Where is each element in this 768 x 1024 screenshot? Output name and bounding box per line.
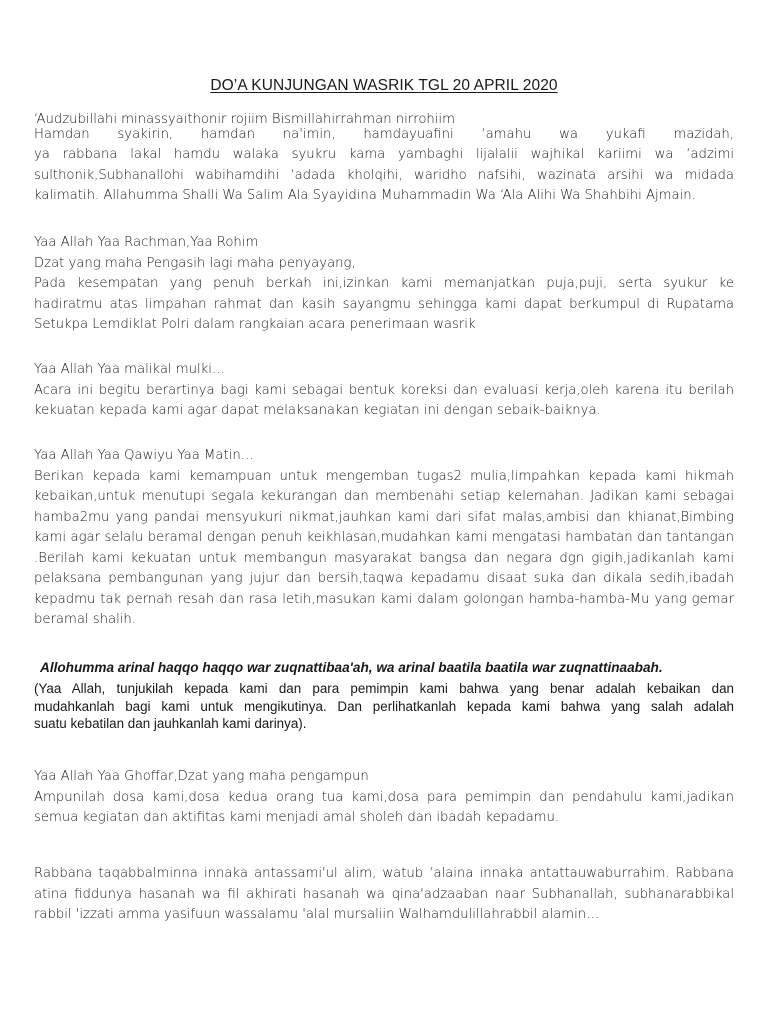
document-title: DO’A KUNJUNGAN WASRIK TGL 20 APRIL 2020 (210, 77, 558, 94)
text-line: (Yaa Allah, tunjukilah kepada kami dan para pemimpin kami bahwa yang benar adalah kebaikan dan (34, 681, 734, 696)
text-line: kepadmu tak pernah resah dan rasa letih,masukan kami dalam golongan hamba-hamba-Mu yang gemar (34, 591, 734, 607)
text-line: kami agar selalu beramal dengan penuh keikhlasan,mudahkan kami mengatasi hambatan dan tantangan (34, 530, 734, 545)
text-line: hamba2mu yang pandai mensyukuri nikmat,jauhkan kami dari sifat malas,ambisi dan khianat,Bimbing (34, 509, 734, 525)
text-line: Hamdan syakirin, hamdan na'imin, hamdayuafini ‘amahu wa yukafi mazidah, (34, 126, 734, 142)
text-line: atina fiddunya hasanah wa fil akhirati hasanah wa qina'adzaaban naar Subhanallah, subhanarabbikal (34, 886, 734, 902)
text-line: Acara ini begitu berartinya bagi kami sebagai bentuk koreksi dan evaluasi kerja,oleh karena itu berilah (34, 382, 734, 398)
text-line: Yaa Allah Yaa Rachman,Yaa Rohim (34, 235, 259, 250)
text-line: Ampunilah dosa kami,dosa kedua orang tua kami,dosa para pemimpin dan pendahulu kami,jadikan (34, 789, 734, 805)
text-line: pelaksana pembangunan yang jujur dan bersih,taqwa kepadamu disaat suka dan dikala sedih,ibadah (34, 571, 734, 586)
text-line: ya rabbana lakal hamdu walaka syukru kama yambaghi lijalalii wajhikal kariimi wa ‘adzimi (34, 147, 734, 162)
qawiyu-paragraph (34, 446, 734, 631)
text-line: rabbil 'izzati amma yasifuun wassalamu 'alal mursaliin Walhamdulillahrabbil alamin… (34, 907, 600, 922)
malikal-mulki-paragraph (34, 360, 734, 422)
prayer-translation (34, 680, 734, 733)
arabic-prayer-heading: Allohumma arinal haqqo haqqo war zuqnattibaa'ah, wa arinal baatila baatila war zuqnattinaabah. (40, 660, 663, 675)
text-line: Dzat yang maha Pengasih lagi maha penyayang, (34, 255, 356, 271)
rahman-paragraph (34, 233, 734, 336)
text-line: Setukpa Lemdiklat Polri dalam rangkaian acara penerimaan wasrik (34, 317, 476, 332)
text-line: kekuatan kepada kami agar dapat melaksanakan kegiatan ini dengan sebaik-baiknya. (34, 403, 601, 418)
text-line: kebaikan,untuk menutupi segala kekurangan dan membenahi setiap kelemahan. Jadikan kami sebagai (34, 489, 734, 504)
text-line: ‘Audzubillahi minassyaithonir rojiim Bismillahirrahman nirrohiim (34, 112, 455, 127)
text-line: Yaa Allah Yaa malikal mulki… (34, 362, 226, 377)
text-line: Pada kesempatan yang penuh berkah ini,izinkan kami memanjatkan puja,puji, serta syukur ke (34, 276, 734, 291)
ghoffar-paragraph (34, 767, 734, 829)
text-line: Berikan kepada kami kemampuan untuk mengemban tugas2 mulia,limpahkan kepada kami hikmah (34, 468, 734, 484)
text-line: beramal shalih. (34, 612, 136, 627)
text-line: Yaa Allah Yaa Qawiyu Yaa Matin… (34, 448, 254, 463)
text-line: sulthonik,Subhanallohi wabihamdihi ‘adada kholqihi, waridho nafsihi, wazinata arsihi wa midada (34, 167, 734, 183)
closing-paragraph (34, 864, 734, 926)
text-line: suatu kebatilan dan jauhkanlah kami darinya). (34, 716, 307, 731)
text-line: semua kegiatan dan aktifitas kami menjadi amal sholeh dan ibadah kepadamu. (34, 810, 560, 825)
opening-paragraph (34, 110, 734, 207)
text-line: Yaa Allah Yaa Ghoffar,Dzat yang maha pengampun (34, 769, 369, 784)
text-line: kalimatih. Allahumma Shalli Wa Salim Ala Syayidina Muhammadin Wa ‘Ala Alihi Wa Shahbihi Ajmain. (34, 188, 696, 203)
text-line: Rabbana taqabbalminna innaka antassami'ul alim, watub ‘alaina innaka antattauwaburrahim. Rabbana (34, 866, 734, 881)
text-line: .Berilah kami kekuatan untuk membangun masyarakat bangsa dan negara dgn gigih,jadikanlah kami (34, 550, 734, 566)
text-line: hadiratmu atas limpahan rahmat dan kasih sayangmu sehingga kami dapat berkumpul di Rupatama (34, 296, 734, 312)
text-line: mudahkanlah bagi kami untuk mengikutinya. Dan perlihatkanlah kepada kami bahwa yang salah adalah (34, 698, 734, 714)
